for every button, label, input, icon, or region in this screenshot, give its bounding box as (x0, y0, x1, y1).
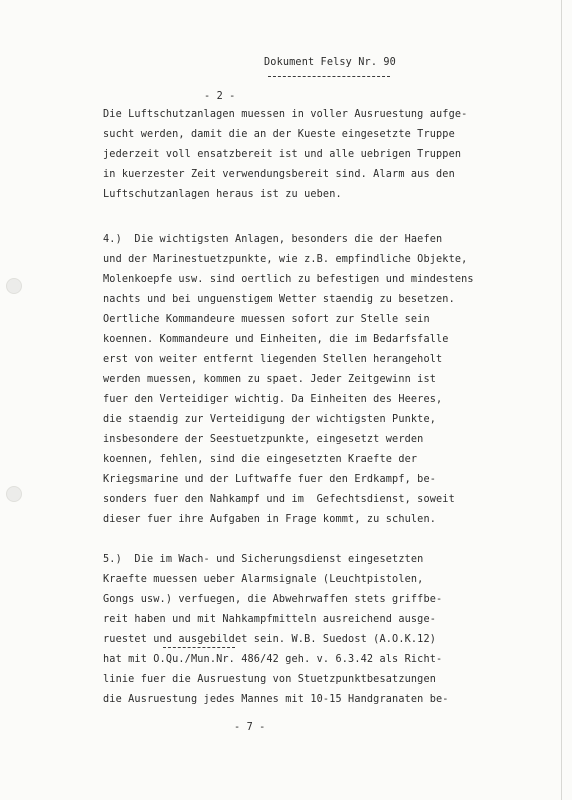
page-number-top: - 2 - (204, 91, 236, 102)
text-line: ruestet und ausgebildet sein. W.B. Suedost (A.O.K.12) (103, 634, 437, 645)
text-line: Kriegsmarine und der Luftwaffe fuer den Erdkampf, be- (103, 474, 437, 485)
text-line: werden muessen, kommen zu spaet. Jeder Zeitgewinn ist (103, 374, 437, 385)
page-edge (561, 0, 562, 800)
text-line: Die Luftschutzanlagen muessen in voller Ausruestung aufge- (103, 109, 468, 120)
document-title: Dokument Felsy Nr. 90 (264, 57, 396, 68)
text-line: jederzeit voll ensatzbereit ist und alle uebrigen Truppen (103, 149, 462, 160)
text-line: nachts und bei unguenstigem Wetter staendig zu besetzen. (103, 294, 455, 305)
text-line: reit haben und mit Nahkampfmitteln ausreichend ausge- (103, 614, 437, 625)
page-number-bottom: - 7 - (234, 722, 266, 733)
text-line: Oertliche Kommandeure muessen sofort zur Stelle sein (103, 314, 430, 325)
title-underline (268, 76, 390, 77)
text-line: und der Marinestuetzpunkte, wie z.B. empfindliche Objekte, (103, 254, 468, 265)
text-line: in kuerzester Zeit verwendungsbereit sind. Alarm aus den (103, 169, 455, 180)
punch-hole-upper (6, 278, 22, 294)
text-line: die Ausruestung jedes Mannes mit 10-15 Handgranaten be- (103, 694, 449, 705)
text-line: 4.) Die wichtigsten Anlagen, besonders die der Haefen (103, 234, 443, 245)
text-line: Kraefte muessen ueber Alarmsignale (Leuchtpistolen, (103, 574, 424, 585)
text-line: sucht werden, damit die an der Kueste eingesetzte Truppe (103, 129, 455, 140)
text-line: Gongs usw.) verfuegen, die Abwehrwaffen stets griffbe- (103, 594, 443, 605)
text-line: erst von weiter entfernt liegenden Stellen herangeholt (103, 354, 443, 365)
text-line: 5.) Die im Wach- und Sicherungsdienst eingesetzten (103, 554, 424, 565)
text-line: hat mit O.Qu./Mun.Nr. 486/42 geh. v. 6.3.42 als Richt- (103, 654, 443, 665)
text-line: fuer den Verteidiger wichtig. Da Einheiten des Heeres, (103, 394, 443, 405)
text-line: insbesondere der Seestuetzpunkte, eingesetzt werden (103, 434, 424, 445)
text-line: Molenkoepfe usw. sind oertlich zu befestigen und mindestens (103, 274, 474, 285)
text-line: koennen, fehlen, sind die eingesetzten Kraefte der (103, 454, 418, 465)
text-line: dieser fuer ihre Aufgaben in Frage kommt, zu schulen. (103, 514, 437, 525)
text-line: Luftschutzanlagen heraus ist zu ueben. (103, 189, 342, 200)
text-line: sonders fuer den Nahkampf und im Gefechtsdienst, soweit (103, 494, 455, 505)
underline-ausgebildet (163, 647, 235, 648)
text-line: linie fuer die Ausruestung von Stuetzpunktbesatzungen (103, 674, 437, 685)
text-line: die staendig zur Verteidigung der wichtigsten Punkte, (103, 414, 437, 425)
punch-hole-lower (6, 486, 22, 502)
text-line: koennen. Kommandeure und Einheiten, die im Bedarfsfalle (103, 334, 449, 345)
